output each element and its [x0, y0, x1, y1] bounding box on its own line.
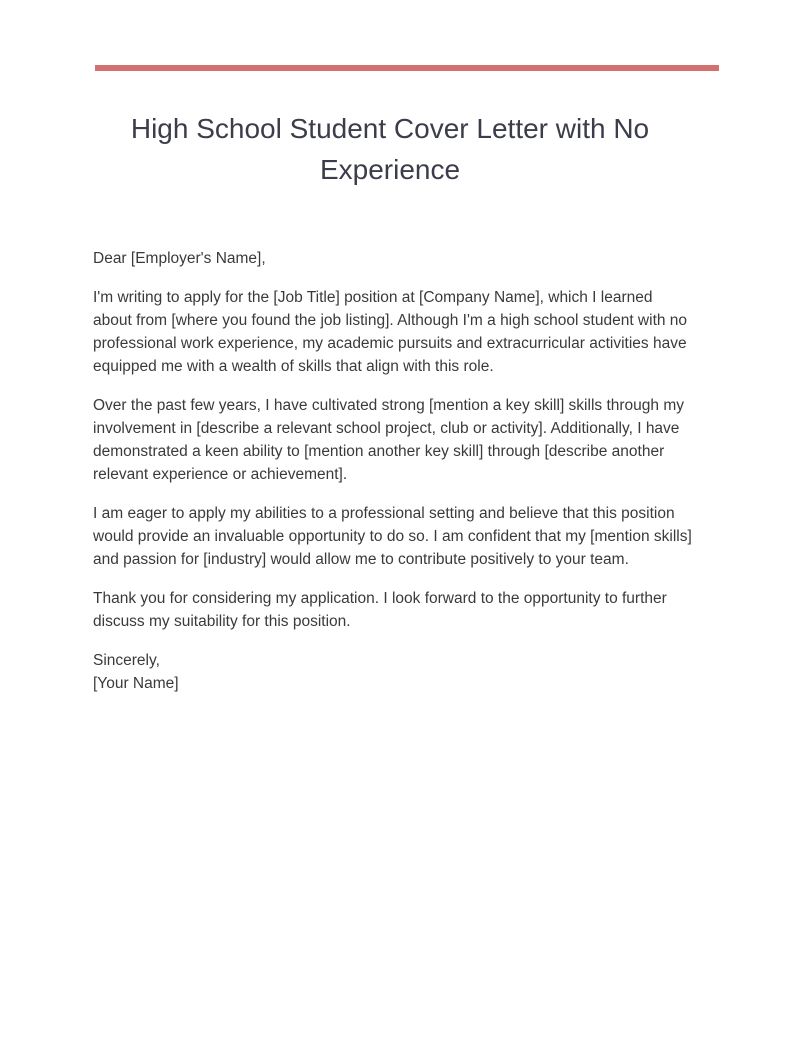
document-title: High School Student Cover Letter with No Experience	[130, 113, 650, 185]
signoff	[93, 649, 693, 695]
paragraph-skills: Over the past few years, I have cultivated strong [mention a key skill] skills through my involvement in [describe a relevant school project, club or activity]. Additionally, I have demonstrated a keen ability to [mention another key skill] through [describe another relevant experience or achievement].	[93, 397, 684, 483]
paragraph-intro: I'm writing to apply for the [Job Title] position at [Company Name], which I learned about from [where you found the job listing]. Although I'm a high school student with no professional work experience, my academic pursuits and extracurricular activities have equipped me with a wealth of skills that align with this role.	[93, 289, 688, 375]
paragraph-motivation: I am eager to apply my abilities to a professional setting and believe that this position would provide an invaluable opportunity to do so. I am confident that my [mention skills] and passion for [industry] would allow me to contribute positively to your team.	[93, 505, 692, 568]
signature: [Your Name]	[93, 675, 179, 692]
letter-body	[93, 247, 693, 711]
top-accent-rule	[95, 65, 719, 71]
closing: Sincerely,	[93, 652, 160, 669]
greeting: Dear [Employer's Name],	[93, 250, 266, 267]
paragraph-thanks: Thank you for considering my application. I look forward to the opportunity to further discuss my suitability for this position.	[93, 590, 667, 630]
